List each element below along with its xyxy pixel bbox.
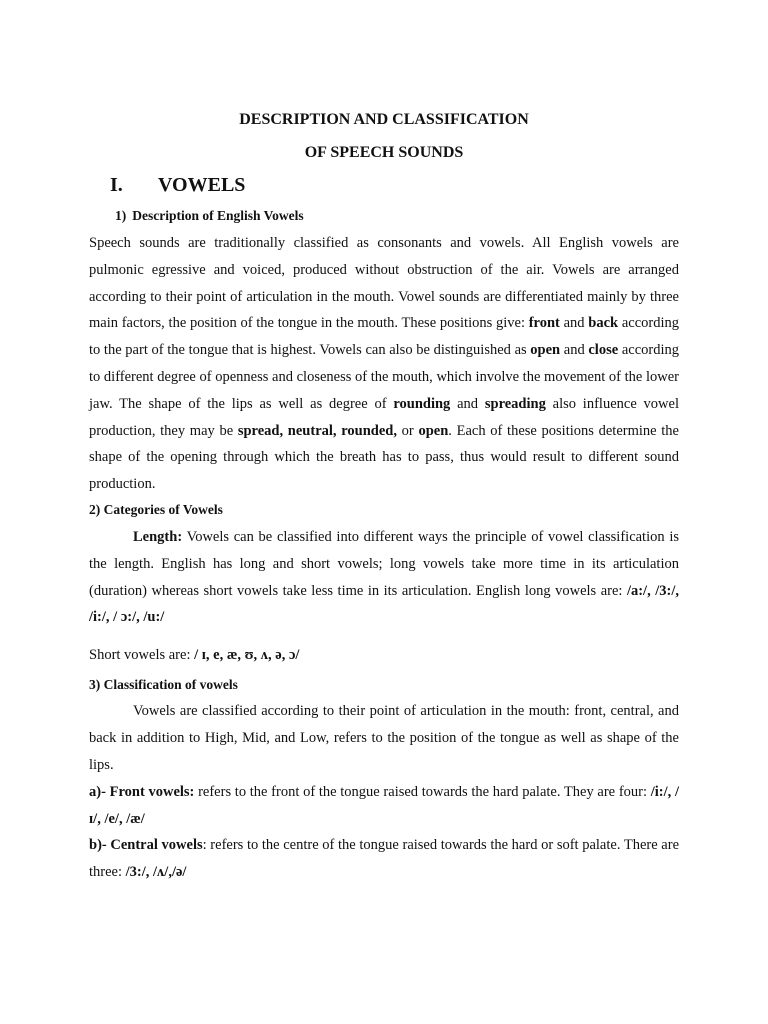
term-front-vowels: a)- Front vowels: bbox=[89, 784, 195, 800]
short-vowels-list: / ɪ, e, æ, ʊ, ʌ, ə, ɔ/ bbox=[194, 647, 300, 663]
paragraph-text: refers to the front of the tongue raised towards the hard palate. They are four: bbox=[194, 784, 651, 800]
document-title-line-1: DESCRIPTION AND CLASSIFICATION bbox=[239, 111, 529, 128]
paragraph-front-vowels bbox=[89, 779, 679, 833]
front-vowels-list: /i:/, /ɪ/, /e/, /æ/ bbox=[89, 784, 679, 827]
paragraph-text: and bbox=[560, 342, 589, 359]
paragraph-text: or bbox=[396, 422, 419, 439]
paragraph-text: according to the part of the tongue that is highest. Vowels can also be distinguished as bbox=[89, 315, 679, 359]
paragraph-text: . Each of these positions determine the shape of the opening through which the breath has to pass, thus would result to different sound production. bbox=[89, 422, 679, 493]
subsection-2-heading: 2) Categories of Vowels bbox=[89, 502, 223, 517]
document-title-line-2: OF SPEECH SOUNDS bbox=[304, 144, 464, 161]
paragraph-classification: Vowels are classified according to their point of articulation in the mouth: front, central, and back in addition to High, Mid, and Low, refers to the position of the tongue as well as shape of the lips. bbox=[89, 703, 679, 773]
paragraph-text: Speech sounds are traditionally classified as consonants and vowels. All English vowels are pulmonic egressive and voiced, produced without obstruction of the air. Vowels are arranged according to their point of articulation in the mouth. Vowel sounds are differentiated mainly by three main factors, the position of the tongue in the mouth. These positions give: bbox=[89, 235, 679, 332]
term-open: open bbox=[530, 342, 561, 359]
section-number: I. bbox=[110, 174, 123, 196]
section-heading bbox=[110, 171, 245, 199]
term-length: Length: bbox=[133, 529, 183, 545]
paragraph-length bbox=[89, 524, 679, 631]
paragraph-text: Vowels can be classified into different ways the principle of vowel classification is the length. English has long and short vowels; long vowels take more time in its articulation (duration) whereas short vowels take less time in its articulation. English long vowels are: bbox=[89, 529, 679, 599]
term-rounding: rounding bbox=[393, 395, 451, 412]
term-open: open bbox=[418, 422, 449, 439]
paragraph-text: and bbox=[559, 315, 589, 332]
paragraph-text: according to different degree of openness and closeness of the mouth, which involve the movement of the lower jaw. The shape of the lips as well as degree of bbox=[89, 342, 679, 412]
short-vowels-label: Short vowels are: bbox=[89, 647, 195, 663]
central-vowels-list: /3:/, /ʌ/,/ə/ bbox=[125, 863, 187, 880]
subsection-1-number: 1) bbox=[115, 208, 127, 223]
paragraph-text: also influence vowel production, they may be bbox=[89, 395, 679, 439]
paragraph-description bbox=[89, 230, 679, 498]
long-vowels-list: /a:/, /3:/, /i:/, / ɔ:/, /u:/ bbox=[89, 582, 679, 626]
section-label: VOWELS bbox=[158, 174, 246, 196]
term-lip-shapes: spread, neutral, rounded, bbox=[237, 422, 397, 439]
term-close: close bbox=[588, 342, 619, 359]
short-vowels-line bbox=[89, 645, 299, 665]
subsection-1-heading bbox=[115, 206, 304, 226]
term-back: back bbox=[588, 315, 619, 332]
subsection-3-heading: 3) Classification of vowels bbox=[89, 677, 238, 692]
term-central-vowels: b)- Central vowels bbox=[89, 837, 203, 853]
term-front: front bbox=[528, 315, 560, 332]
paragraph-text: and bbox=[450, 395, 485, 412]
subsection-1-label: Description of English Vowels bbox=[132, 208, 304, 223]
paragraph-text: : refers to the centre of the tongue raised towards the hard or soft palate. There are three: bbox=[89, 837, 680, 880]
term-spreading: spreading bbox=[484, 395, 546, 412]
paragraph-central-vowels bbox=[89, 832, 679, 886]
